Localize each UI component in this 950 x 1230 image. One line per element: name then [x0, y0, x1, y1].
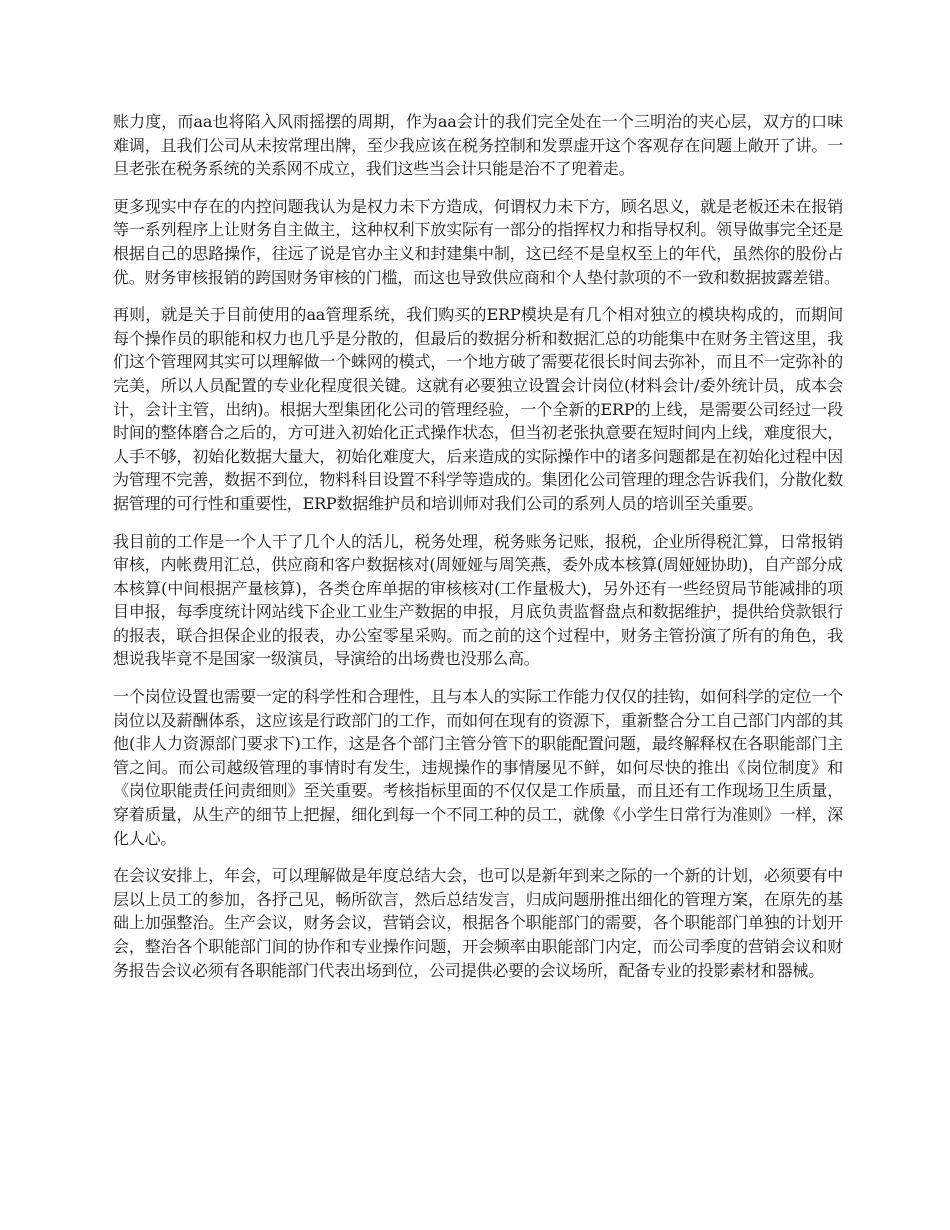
paragraph-3: 再则，就是关于目前使用的aa管理系统，我们购买的ERP模块是有几个相对独立的模块构成的，而期间每个操作员的职能和权力也几乎是分散的，但最后的数据分析和数据汇总的功能集中在财务主管这里，我们这个管理网其实可以理解做一个蛛网的模式，一个地方破了需要花很长时间去弥补，而且不一定弥补的完美，所以人员配置的专业化程度很关键。这就有必要独立设置会计岗位(材料会计/委外统计员，成本会计，会计主管，出纳)。根据大型集团化公司的管理经验，一个全新的ERP的上线，是需要公司经过一段时间的整体磨合之后的，方可进入初始化正式操作状态，但当初老张执意要在短时间内上线，难度很大，人手不够，初始化数据大量大，初始化难度大，后来造成的实际操作中的诸多问题都是在初始化过程中因为管理不完善，数据不到位，物料科目设置不科学等造成的。集团化公司管理的理念告诉我们，分散化数据管理的可行性和重要性，ERP数据维护员和培训师对我们公司的系列人员的培训至关重要。 [113, 305, 843, 513]
document-body [113, 110, 843, 996]
paragraph-5: 一个岗位设置也需要一定的科学性和合理性，且与本人的实际工作能力仅仅的挂钩，如何科学的定位一个岗位以及薪酬体系，这应该是行政部门的工作，而如何在现有的资源下，重新整合分工自己部门内部的其他(非人力资源部门要求下)工作，这是各个部门主管分管下的职能配置问题，最终解释权在各职能部门主管之间。而公司越级管理的事情时有发生，违规操作的事情屡见不鲜，如何尽快的推出《岗位制度》和《岗位职能责任问责细则》至关重要。考核指标里面的不仅仅是工作质量，而且还有工作现场卫生质量，穿着质量，从生产的细节上把握，细化到每一个不同工种的员工，就像《小学生日常行为准则》一样，深化人心。 [113, 687, 843, 848]
paragraph-4: 我目前的工作是一个人干了几个人的活儿，税务处理，税务账务记账，报税，企业所得税汇算，日常报销审核，内帐费用汇总，供应商和客户数据核对(周娅娅与周笑燕，委外成本核算(周娅娅协助)，自产部分成本核算(中间根据产量核算)，各类仓库单据的审核核对(工作量极大)，另外还有一些经贸局节能减排的项目申报，每季度统计网站线下企业工业生产数据的申报，月底负责监督盘点和数据维护，提供给贷款银行的报表，联合担保企业的报表，办公室零星采购。而之前的这个过程中，财务主管扮演了所有的角色，我想说我毕竟不是国家一级演员，导演给的出场费也没那么高。 [113, 531, 843, 669]
paragraph-1: 账力度，而aa也将陷入风雨摇摆的周期，作为aa会计的我们完全处在一个三明治的夹心层，双方的口味难调，且我们公司从未按常理出牌，至少我应该在税务控制和发票虚开这个客观存在问题上敞开了讲。一旦老张在税务系统的关系网不成立，我们这些当会计只能是治不了兜着走。 [113, 112, 843, 179]
paragraph-2: 更多现实中存在的内控问题我认为是权力未下方造成，何谓权力未下方，顾名思义，就是老板还未在报销等一系列程序上让财务自主做主，这种权利下放实际有一部分的指挥权力和指导权利。领导做事完全还是根据自己的思路操作，往远了说是官办主义和封建集中制，这已经不是皇权至上的年代，虽然你的股份占优。财务审核报销的跨国财务审核的门槛，而这也导致供应商和个人垫付款项的不一致和数据披露差错。 [113, 196, 843, 287]
paragraph-6: 在会议安排上，年会，可以理解做是年度总结大会，也可以是新年到来之际的一个新的计划，必须要有中层以上员工的参加，各抒己见，畅所欲言，然后总结发言，归成问题册推出细化的管理方案，在原先的基础上加强整治。生产会议，财务会议，营销会议，根据各个职能部门的需要，各个职能部门单独的计划开会，整治各个职能部门间的协作和专业操作问题，开会频率由职能部门内定，而公司季度的营销会议和财务报告会议必须有各职能部门代表出场到位，公司提供必要的会议场所，配备专业的投影素材和器械。 [113, 866, 843, 980]
